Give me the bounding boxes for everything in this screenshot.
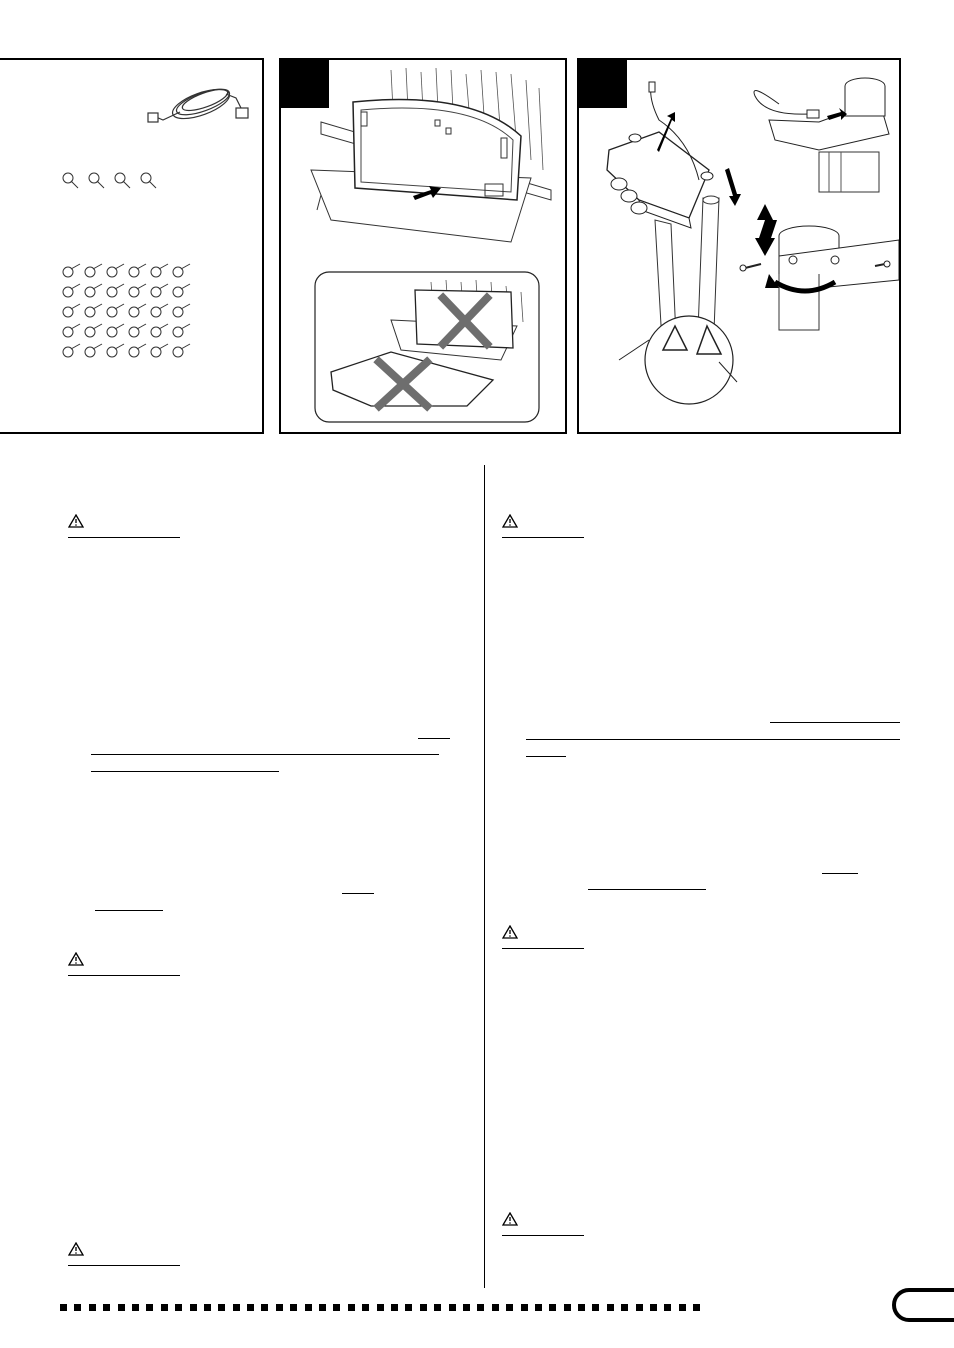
warning-triangle-icon	[502, 1212, 518, 1226]
screw-icon	[85, 304, 102, 317]
underline-mark	[342, 893, 374, 894]
screw-icon	[173, 324, 190, 337]
screw-icon	[173, 304, 190, 317]
screw-icon	[129, 344, 146, 357]
step-number-tab	[579, 60, 627, 108]
short-screws-icon	[63, 173, 156, 188]
underline-mark	[418, 738, 450, 739]
screw-icon	[129, 324, 146, 337]
warning-triangle-icon	[68, 1242, 84, 1256]
screw-icon	[107, 324, 124, 337]
screw-icon	[151, 284, 168, 297]
underline-mark	[95, 910, 163, 911]
warning-heading	[502, 1212, 584, 1236]
underline-mark	[526, 756, 566, 757]
screw-icon	[151, 344, 168, 357]
parts-panel	[0, 58, 264, 434]
warning-heading	[502, 925, 584, 949]
screw-icon	[85, 284, 102, 297]
screw-icon	[173, 284, 190, 297]
detail-circle	[645, 316, 733, 404]
step-number-tab	[281, 60, 329, 108]
warning-heading	[502, 514, 584, 538]
screw-icon	[173, 344, 190, 357]
screw-icon	[151, 264, 168, 277]
screw-icon	[151, 304, 168, 317]
screw-icon	[151, 324, 168, 337]
screw-icon	[107, 284, 124, 297]
underline-mark	[526, 739, 900, 740]
screw-icon	[63, 344, 80, 357]
step-panel-pedal-assembly	[577, 58, 901, 434]
screw-icon	[129, 284, 146, 297]
screw-icon	[173, 264, 190, 277]
screw-icon	[63, 304, 80, 317]
warning-triangle-icon	[502, 925, 518, 939]
screw-icon	[63, 264, 80, 277]
screw-icon	[85, 344, 102, 357]
step-panel-keyboard	[279, 58, 567, 434]
power-cord-icon	[148, 83, 248, 124]
page-number-tab	[892, 1288, 954, 1322]
screw-icon	[85, 324, 102, 337]
underline-mark	[770, 722, 900, 723]
screw-icon	[63, 324, 80, 337]
arrow-icon	[755, 204, 777, 256]
screw-icon	[107, 304, 124, 317]
warning-triangle-icon	[502, 514, 518, 528]
warning-heading	[68, 514, 180, 538]
underline-mark	[588, 889, 706, 890]
parts-illustration	[0, 60, 262, 432]
warning-heading	[68, 1242, 180, 1266]
warning-triangle-icon	[68, 514, 84, 528]
warning-triangle-icon	[68, 952, 84, 966]
screw-icon	[129, 264, 146, 277]
screw-icon	[63, 284, 80, 297]
column-divider	[484, 465, 485, 1288]
underline-mark	[822, 873, 858, 874]
warning-heading	[68, 952, 180, 976]
long-screws-icon	[63, 264, 190, 357]
underline-mark	[91, 754, 439, 755]
footer-dotted-rule	[60, 1304, 700, 1311]
screw-icon	[107, 264, 124, 277]
screw-icon	[107, 344, 124, 357]
screw-icon	[129, 304, 146, 317]
pedal-assembly-illustration	[579, 60, 899, 432]
underline-mark	[91, 771, 279, 772]
screw-icon	[85, 264, 102, 277]
arrow-icon	[725, 168, 741, 206]
keyboard-placement-illustration	[281, 60, 565, 432]
